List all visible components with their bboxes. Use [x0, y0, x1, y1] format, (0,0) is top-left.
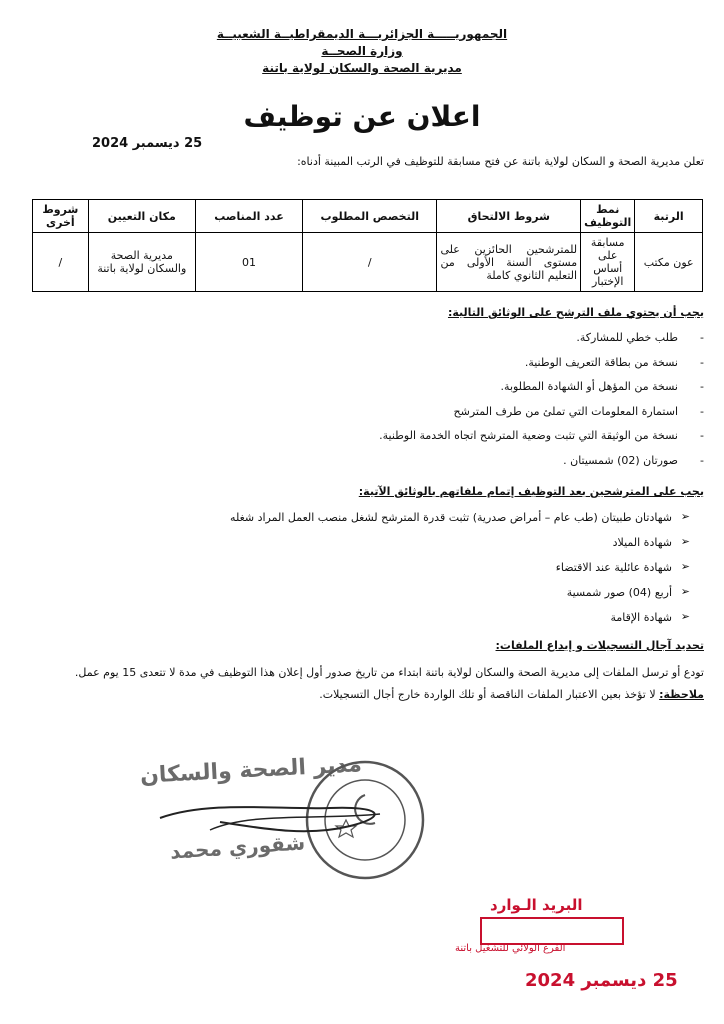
list-item: ➢ شهادة الإقامة [610, 610, 690, 624]
cell-conditions: للمترشحين الحائزين على مستوى السنة الأولى من التعليم الثانوي كاملة [437, 233, 581, 292]
col-recruitment-mode: نمط التوظيف [581, 200, 635, 233]
letterhead-directorate: مديرية الصحة والسكان لولاية باتنة [262, 61, 462, 75]
section-application-file-title: يجب أن يحتوي ملف الترشح على الوثائق التالية: [447, 306, 704, 319]
mail-stamp-sub: الفرع الولائي للتشغيل باتنة [455, 943, 566, 954]
note-paragraph [14, 688, 704, 701]
cell-specialty: / [303, 233, 437, 292]
mail-stamp-title: البريد الـوارد [490, 896, 583, 914]
mail-stamp-date: 25 ديسمبر 2024 [525, 970, 678, 991]
list-item: - استمارة المعلومات التي تملئ من طرف المترشح [379, 405, 678, 430]
list-item: ➢ شهادة الميلاد [612, 535, 690, 549]
post-recruitment-documents-list [230, 510, 690, 636]
application-documents-list [379, 331, 678, 478]
letterhead-republic: الجمهوريـــــة الجزائريـــة الديمقراطيــة الشعبيــة [216, 27, 508, 41]
cell-grade: عون مكتب [635, 233, 703, 292]
list-item: - نسخة من المؤهل أو الشهادة المطلوبة. [379, 380, 678, 405]
cell-location: مديرية الصحة والسكان لولاية باتنة [88, 233, 195, 292]
table-row [33, 233, 703, 292]
list-item: - نسخة من الوثيقة التي تثبت وضعية المترشح اتجاه الخدمة الوطنية. [379, 429, 678, 454]
letterhead [0, 26, 724, 77]
note-label: ملاحظة: [659, 688, 704, 701]
official-seal-icon [120, 740, 450, 880]
col-conditions: شروط الالتحاق [437, 200, 581, 233]
positions-table [32, 199, 703, 292]
cell-positions-count: 01 [195, 233, 302, 292]
deadline-text: تودع أو ترسل الملفات إلى مديرية الصحة والسكان لولاية باتنة ابتداء من تاريخ صدور أول إعلان هذا التوظيف في مدة لا تتعدى 15 يوم عمل. [74, 666, 704, 679]
arrow-bullet-icon: ➢ [680, 510, 690, 523]
cell-recruitment-mode: مسابقة على أساس الإختبار [581, 233, 635, 292]
section-deadline-title: تحديد آجال التسجيلات و إيداع الملفات: [495, 639, 704, 652]
col-other-conditions: شروط أخرى [33, 200, 89, 233]
list-item: - نسخة من بطاقة التعريف الوطنية. [379, 356, 678, 381]
signature-block [120, 740, 450, 880]
arrow-bullet-icon: ➢ [680, 535, 690, 548]
col-grade: الرتبة [635, 200, 703, 233]
col-positions-count: عدد المناصب [195, 200, 302, 233]
col-location: مكان التعيين [88, 200, 195, 233]
signature-name: شقوري محمد [169, 830, 306, 864]
list-item: ➢ شهادتان طبيتان (طب عام – أمراض صدرية) تثبت قدرة المترشح لشغل منصب العمل المراد شغله [230, 510, 690, 524]
signature-title: مدير الصحة والسكان [139, 752, 363, 789]
note-text: لا تؤخذ بعين الاعتبار الملفات الناقصة أو تلك الواردة خارج أجال التسجيلات. [319, 688, 660, 701]
arrow-bullet-icon: ➢ [680, 560, 690, 573]
arrow-bullet-icon: ➢ [680, 610, 690, 623]
arrow-bullet-icon: ➢ [680, 585, 690, 598]
announcement-date: 25 ديسمبر 2024 [92, 136, 203, 151]
col-specialty: التخصص المطلوب [303, 200, 437, 233]
list-item: ➢ أربع (04) صور شمسية [566, 585, 690, 599]
list-item: - صورتان (02) شمسيتان . [379, 454, 678, 479]
cell-other-conditions: / [33, 233, 89, 292]
section-post-recruitment-title: يجب على المترشحين بعد التوظيف إتمام ملفاتهم بالوثائق الآتية: [358, 485, 704, 498]
letterhead-ministry: وزارة الصحــة [321, 44, 403, 58]
list-item: - طلب خطي للمشاركة. [379, 331, 678, 356]
mail-stamp-box [480, 917, 624, 945]
intro-text: تعلن مديرية الصحة و السكان لولاية باتنة عن فتح مسابقة للتوظيف في الرتب المبينة أدناه: [297, 155, 704, 168]
table-header-row [33, 200, 703, 233]
page-title: اعلان عن توظيف [243, 100, 481, 133]
list-item: ➢ شهادة عائلية عند الاقتضاء [555, 560, 690, 574]
